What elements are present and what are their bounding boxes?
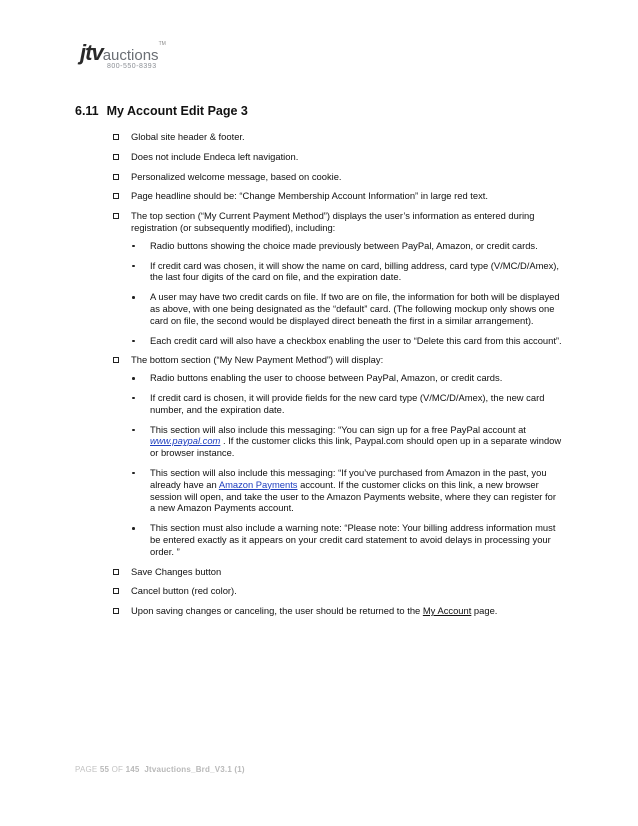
paypal-link[interactable]: www.paypal.com: [150, 435, 221, 447]
dot-bullet-icon: [132, 472, 135, 475]
dot-bullet-icon: [132, 377, 135, 380]
sub-item: Radio buttons showing the choice made previously between PayPal, Amazon, or credit cards.: [113, 240, 563, 252]
requirements-list: [113, 131, 563, 625]
square-bullet-icon: [113, 569, 119, 575]
my-account-link[interactable]: My Account: [422, 605, 472, 617]
square-bullet-icon: [113, 134, 119, 140]
sub-item: If credit card was chosen, it will show the name on card, billing address, card type (V/MC/D/Amex), the last four digits of the card on file, and the expiration date.: [113, 260, 563, 284]
list-item: Cancel button (red color).: [113, 585, 563, 597]
square-bullet-icon: [113, 174, 119, 180]
sub-item-warning: This section must also include a warning note: “Please note: Your billing address information must be entered exactly as it appears on your credit card statement to avoid delays in processing your order. ”: [113, 522, 563, 557]
sub-item: Radio buttons enabling the user to choose between PayPal, Amazon, or credit cards.: [113, 372, 563, 384]
section-number: 6.11: [75, 104, 99, 118]
sub-item: Each credit card will also have a checkbox enabling the user to “Delete this card from this account”.: [113, 335, 563, 347]
sub-item: A user may have two credit cards on file. If two are on file, the information for both will be displayed as above, with one being designated as the “default” card. (The following mockup only shows one card on file, the second would be displayed direct beneath the first in a similar arrangement).: [113, 291, 563, 326]
page-number: 55: [99, 765, 110, 774]
jtv-auctions-logo: [80, 42, 166, 70]
list-item: Upon saving changes or canceling, the user should be returned to the My Account page.: [113, 605, 563, 617]
dot-bullet-icon: [132, 429, 135, 432]
list-item: Global site header & footer.: [113, 131, 563, 143]
logo-brand-bold: jtv: [80, 40, 103, 65]
logo-trademark: TM: [158, 41, 166, 47]
document-name: Jtvauctions_Brd_V3.1 (1): [144, 765, 245, 774]
square-bullet-icon: [113, 213, 119, 219]
logo-brand-light: auctions: [102, 47, 159, 64]
list-item: Save Changes button: [113, 566, 563, 578]
list-item-top-section: The top section (“My Current Payment Method”) displays the user’s information as entered during registration (or subsequently modified), including:: [113, 210, 563, 234]
list-item: Page headline should be: “Change Membership Account Information” in large red text.: [113, 190, 563, 202]
dot-bullet-icon: [132, 265, 135, 268]
list-item-bottom-section: The bottom section (“My New Payment Method”) will display:: [113, 354, 563, 366]
square-bullet-icon: [113, 357, 119, 363]
list-item: Personalized welcome message, based on cookie.: [113, 171, 563, 183]
amazon-payments-link[interactable]: Amazon Payments: [218, 478, 298, 490]
dot-bullet-icon: [132, 527, 135, 530]
dot-bullet-icon: [132, 340, 135, 343]
square-bullet-icon: [113, 154, 119, 160]
list-item: Does not include Endeca left navigation.: [113, 151, 563, 163]
page-footer: PAGE 55 OF 145 Jtvauctions_Brd_V3.1 (1): [75, 765, 245, 774]
section-heading: [75, 104, 248, 118]
square-bullet-icon: [113, 608, 119, 614]
logo-phone: 800-550-8393: [107, 63, 157, 70]
dot-bullet-icon: [132, 397, 135, 400]
sub-item: If credit card is chosen, it will provide fields for the new card type (V/MC/D/Amex), the new card number, and the expiration date.: [113, 392, 563, 416]
square-bullet-icon: [113, 193, 119, 199]
section-title: My Account Edit Page 3: [106, 104, 248, 118]
dot-bullet-icon: [132, 245, 135, 248]
page-total: 145: [125, 765, 140, 774]
dot-bullet-icon: [132, 296, 135, 299]
square-bullet-icon: [113, 588, 119, 594]
sub-item-paypal: This section will also include this messaging: “You can sign up for a free PayPal account at www.paypal.com . If the customer clicks this link, Paypal.com should open up in a separate window or browser instance.: [113, 424, 563, 459]
sub-item-amazon: This section will also include this messaging: “If you’ve purchased from Amazon in the past, you already have an Amazon Payments account. If the customer clicks on this link, a new browser session will open, and take the user to the Amazon Payments website, where they can register for a new Amazon Payments account.: [113, 467, 563, 514]
